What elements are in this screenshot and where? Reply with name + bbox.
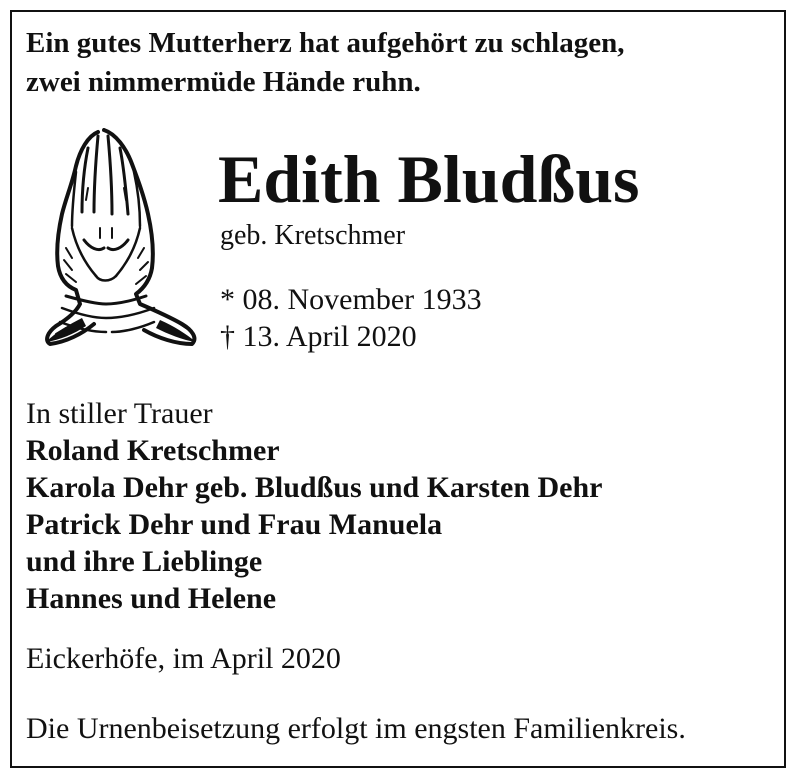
verse-line-2: zwei nimmermüde Hände ruhn. bbox=[26, 66, 421, 98]
mourner-line: Roland Kretschmer bbox=[26, 434, 280, 467]
mourner-line: und ihre Lieblinge bbox=[26, 545, 263, 578]
verse-line-1: Ein gutes Mutterherz hat aufgehört zu schlagen, bbox=[26, 27, 625, 59]
deceased-name: Edith Bludßus bbox=[218, 141, 640, 217]
mourners-block bbox=[26, 395, 603, 617]
verse bbox=[26, 24, 624, 102]
mourner-line: Hannes und Helene bbox=[26, 582, 277, 615]
birth-name: geb. Kretschmer bbox=[220, 220, 406, 251]
mourning-intro: In stiller Trauer bbox=[26, 397, 213, 430]
mourner-line: Patrick Dehr und Frau Manuela bbox=[26, 508, 443, 541]
death-date: † 13. April 2020 bbox=[220, 320, 417, 353]
life-dates bbox=[220, 281, 482, 355]
mourner-line: Karola Dehr geb. Bludßus und Karsten Dehr bbox=[26, 471, 603, 504]
place-date: Eickerhöfe, im April 2020 bbox=[26, 642, 341, 675]
burial-note: Die Urnenbeisetzung erfolgt im engsten Familienkreis. bbox=[26, 712, 686, 745]
birth-date: * 08. November 1933 bbox=[220, 283, 482, 316]
praying-hands-icon bbox=[36, 128, 206, 360]
